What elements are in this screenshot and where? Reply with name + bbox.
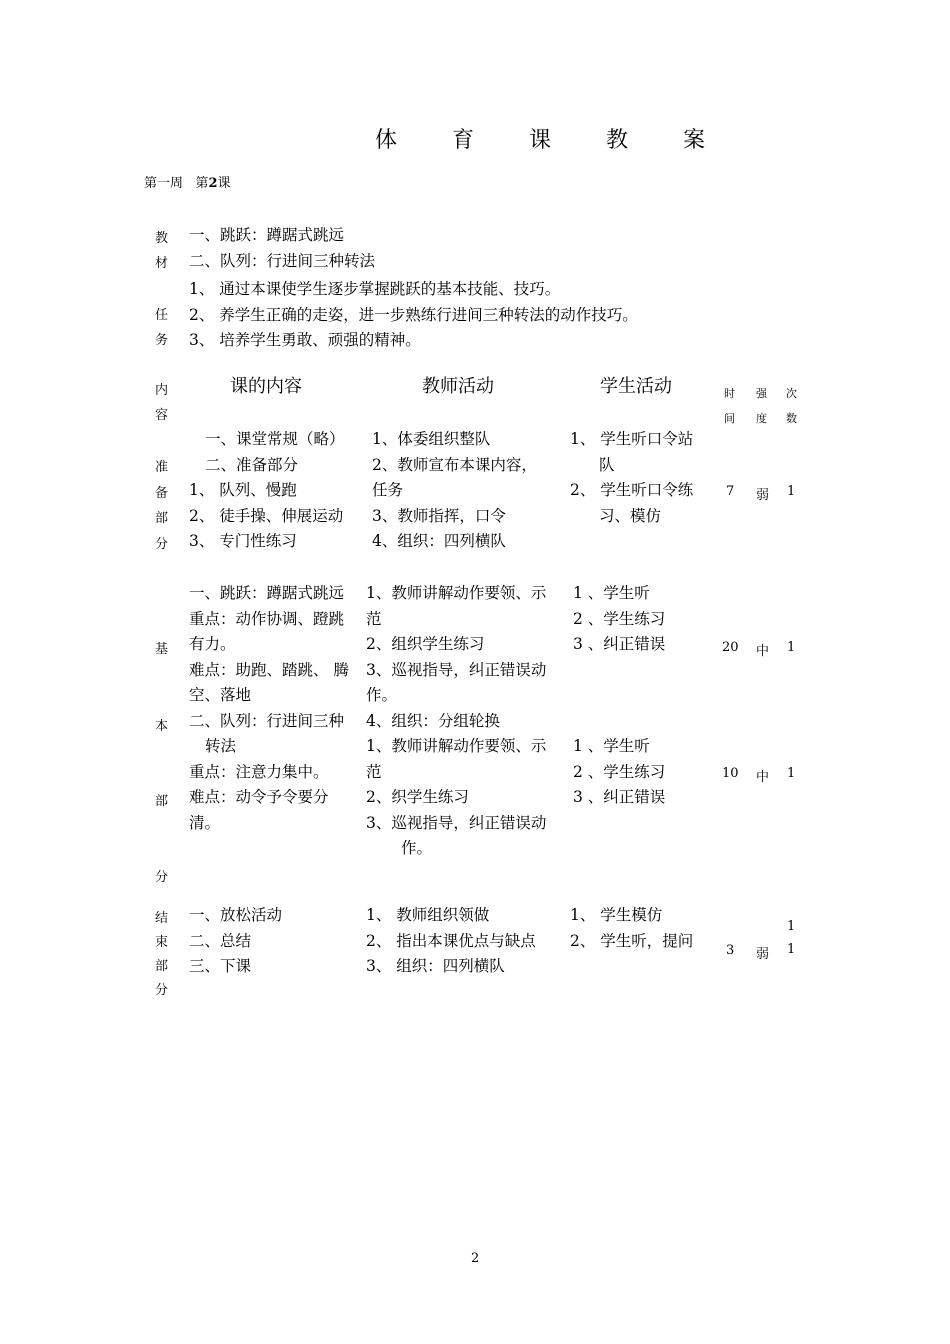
basic-content-line: 重点：动作协调、蹬跳 <box>189 609 345 628</box>
prep-content-line: 一、课堂常规（略） <box>205 430 345 448</box>
ending-student <box>570 903 693 954</box>
page-title: 体 育 课 教 案 <box>375 128 729 153</box>
basic-teacher <box>366 581 546 862</box>
ending-teacher <box>366 903 536 980</box>
prep-teacher-line: 4、组织：四列横队 <box>372 532 506 550</box>
basic-teacher-line: 4、组织：分组轮换 <box>366 711 500 730</box>
prep-intensity: 弱 <box>756 488 770 503</box>
basic-teacher-line: 3、巡视指导，纠正错误动 <box>366 813 547 832</box>
basic-content-line: 空、落地 <box>189 686 252 704</box>
basic-content-line: 一、跳跃：蹲踞式跳远 <box>189 584 345 602</box>
basic-label-1: 基 <box>155 642 169 657</box>
ending-teacher-line: 2、 指出本课优点与缺点 <box>366 931 536 950</box>
basic-student-line: 3 、纠正错误 <box>573 635 666 653</box>
basic-row1-count: 1 <box>787 640 796 655</box>
basic-student-line: 2 、学生练习 <box>573 609 666 628</box>
prep-student-line: 队 <box>599 455 615 474</box>
lesson-content-header: 课的内容 <box>230 376 302 397</box>
ending-teacher-line: 3、 组织：四列横队 <box>366 957 505 975</box>
ending-student-line: 2、 学生听，提问 <box>570 931 694 950</box>
basic-row2-intensity: 中 <box>756 770 770 785</box>
basic-teacher-line: 作。 <box>401 839 433 857</box>
basic-student-line: 3 、纠正错误 <box>573 788 666 806</box>
ending-content-line: 一、放松活动 <box>189 906 283 924</box>
basic-row2-time: 10 <box>722 766 739 781</box>
prep-content-line: 二、准备部分 <box>205 455 299 474</box>
lesson-number: 2 <box>208 176 218 191</box>
prep-student-line: 习、模仿 <box>599 506 662 525</box>
prep-teacher <box>372 427 537 555</box>
tasks-list <box>189 277 638 354</box>
tasks-label: 任 务 <box>155 308 169 348</box>
teacher-activity-header: 教师活动 <box>422 376 494 397</box>
prep-count: 1 <box>787 484 796 499</box>
basic-content-line: 难点：动令予令要分 <box>189 788 329 806</box>
basic-label-3: 部 <box>155 794 169 809</box>
ending-content-line: 三、下课 <box>189 957 252 975</box>
basic-teacher-line: 范 <box>366 609 382 628</box>
materials-list <box>189 223 375 274</box>
task-item: 1、 通过本课使学生逐步掌握跳跃的基本技能、技巧。 <box>189 280 561 298</box>
basic-teacher-line: 范 <box>366 762 382 781</box>
prep-label: 准 备 部 分 <box>155 460 169 552</box>
task-item: 3、 培养学生勇敢、顽强的精神。 <box>189 331 421 349</box>
prep-time: 7 <box>726 484 735 499</box>
student-activity-header: 学生活动 <box>600 376 672 397</box>
prep-content-line: 3、 专门性练习 <box>189 532 297 550</box>
prep-student <box>570 427 693 529</box>
ending-content-line: 二、总结 <box>189 931 252 950</box>
basic-teacher-line: 2、组织学生练习 <box>366 635 485 653</box>
ending-label: 结 束 部 分 <box>155 911 169 998</box>
basic-label-2: 本 <box>155 719 169 734</box>
basic-teacher-line: 作。 <box>366 686 398 704</box>
basic-teacher-line: 1、教师讲解动作要领、示 <box>366 737 547 755</box>
intensity-header: 强 度 <box>756 387 767 425</box>
basic-student-1 <box>573 581 665 658</box>
ending-content <box>189 903 282 980</box>
count-header: 次 数 <box>786 387 797 425</box>
prep-teacher-line: 1、体委组织整队 <box>372 430 491 448</box>
basic-row2-count: 1 <box>787 766 796 781</box>
week-label: 第一周 <box>144 176 184 191</box>
basic-content-line: 二、队列：行进间三种 <box>189 711 345 730</box>
basic-student-line: 1 、学生听 <box>573 737 650 755</box>
basic-teacher-line: 2、织学生练习 <box>366 788 469 806</box>
prep-teacher-line: 3、教师指挥，口令 <box>372 506 506 525</box>
basic-row1-time: 20 <box>722 640 739 655</box>
prep-teacher-line: 任务 <box>372 481 404 499</box>
lesson-info <box>144 172 231 191</box>
prep-content-line: 1、 队列、慢跑 <box>189 481 297 499</box>
basic-content-line: 清。 <box>189 813 221 832</box>
prep-student-line: 2、 学生听口令练 <box>570 481 694 499</box>
materials-item: 二、队列：行进间三种转法 <box>189 251 376 270</box>
ending-count-1: 1 <box>787 919 796 934</box>
basic-content-line: 难点：助跑、踏跳、 腾 <box>189 660 349 679</box>
prep-content-line: 2、 徒手操、伸展运动 <box>189 506 344 525</box>
ending-count-2: 1 <box>787 942 796 957</box>
ending-intensity: 弱 <box>756 947 770 962</box>
basic-content <box>189 581 349 836</box>
basic-student-line: 1 、学生听 <box>573 584 650 602</box>
basic-teacher-line: 1、教师讲解动作要领、示 <box>366 584 547 602</box>
basic-teacher-line: 3、巡视指导，纠正错误动 <box>366 660 547 679</box>
prep-content <box>189 427 345 555</box>
prep-student-line: 1、 学生听口令站 <box>570 430 694 448</box>
materials-label: 教 材 <box>155 231 169 271</box>
content-header-label: 内 容 <box>155 383 169 423</box>
ending-student-line: 1、 学生模仿 <box>570 906 663 924</box>
basic-content-line: 转法 <box>205 737 237 755</box>
basic-student-2 <box>573 734 665 811</box>
prep-teacher-line: 2、教师宣布本课内容， <box>372 455 537 474</box>
basic-student-line: 2 、学生练习 <box>573 762 666 781</box>
basic-label-4: 分 <box>155 870 169 885</box>
basic-content-line: 有力。 <box>189 635 236 653</box>
materials-item: 一、跳跃：蹲踞式跳远 <box>189 226 345 244</box>
lesson-prefix: 第 <box>195 176 209 191</box>
task-item: 2、 养学生正确的走姿，进一步熟练行进间三种转法的动作技巧。 <box>189 305 638 324</box>
ending-time: 3 <box>726 943 735 958</box>
basic-row1-intensity: 中 <box>756 644 770 659</box>
lesson-suffix: 课 <box>217 176 231 191</box>
ending-teacher-line: 1、 教师组织领做 <box>366 906 490 924</box>
time-header: 时 间 <box>724 387 735 425</box>
basic-content-line: 重点：注意力集中。 <box>189 762 329 781</box>
page-number: 2 <box>471 1251 480 1266</box>
